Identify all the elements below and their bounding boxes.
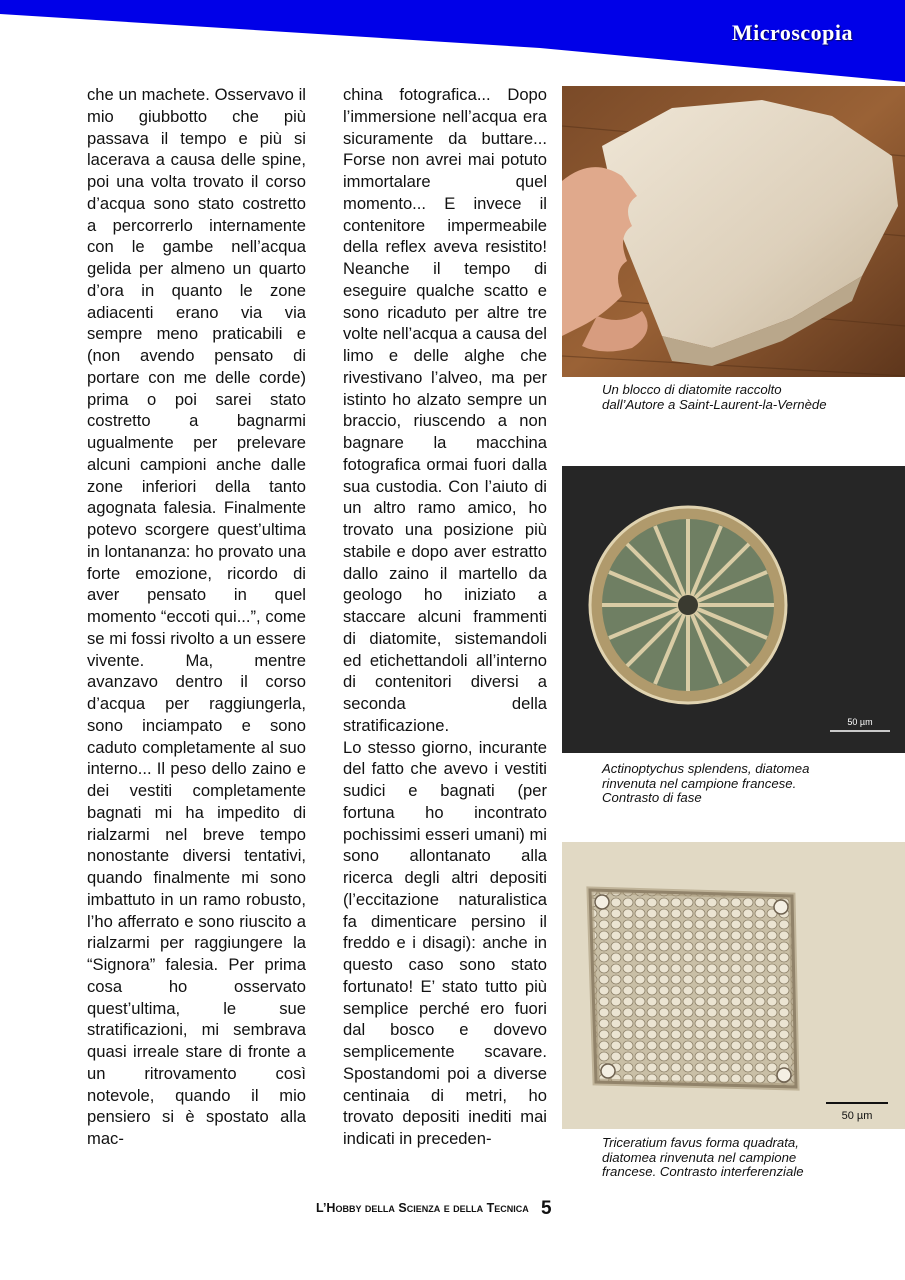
diatomite-block-photo [562,86,905,377]
page-number: 5 [541,1198,552,1219]
article-paragraph: china fotografica... Dopo l’immersione nell’acqua era sicuramente da buttare... Forse non avrei mai potuto immortalare quel momento... E invece il contenitore impermeabile della reflex aveva resistito! Neanche il tempo di eseguire qualche scatto e sono ricaduto per altre tre volte nell’acqua a causa del limo e delle alghe che rivestivano l’alveo, ma per istinto ho alzato sempre un braccio, riuscendo a non bagnare la macchina fotografica ormai fuori dalla sua custodia. Con l’aiuto di un altro ramo amico, ho trovato una posizione più stabile e dopo aver estratto dallo zaino il martello da geologo ho iniziato a staccare alcuni frammenti di diatomite, sistemandoli ed etichettandoli all’interno di contenitori diversi a seconda della stratificazione. [343,85,547,735]
actinoptychus-micrograph [562,466,905,753]
figure-caption-3: Triceratium favus forma quadrata, diatomea rinvenuta nel campione francese. Contrasto interferenziale [602,1135,804,1179]
figure-caption-1: Un blocco di diatomite raccolto dall’Autore a Saint-Laurent-la-Vernède [602,382,827,412]
section-title: Microscopia [731,20,853,45]
article-column-2 [343,84,547,1150]
magazine-name: L’Hobby della Scienza e della Tecnica [316,1201,529,1215]
scale-bar-label: 50 µm [841,1110,873,1122]
article-column-1 [87,84,306,1150]
figure-caption-2: Actinoptychus splendens, diatomea rinvenuta nel campione francese. Contrasto di fase [602,761,810,805]
scale-bar-label: 50 µm [847,717,873,727]
triceratium-micrograph [562,842,905,1129]
article-paragraph: Lo stesso giorno, incurante del fatto che avevo i vestiti sudici e bagnati (per fortuna ho incontrato pochissimi esseri umani) mi sono allontanato alla ricerca degli altri depositi (l’eccitazione naturalistica fa dimenticare persino il freddo e i disagi): anche in questo caso sono stato fortunato! E’ stato tutto più semplice perché ero fuori dal bosco e dovevo semplicemente scavare. Spostandomi poi a diverse centinaia di metri, ho trovato depositi inediti mai indicati in preceden- [343,737,547,1148]
article-paragraph: che un machete. Osservavo il mio giubbotto che più passava il tempo e più si lacerava a causa delle spine, poi una volta trovato il corso d’acqua sono stato costretto a percorrerlo internamente con le gambe nell’acqua gelida per almeno un quarto d’ora in quanto le zone adiacenti erano via via sempre meno praticabili e (non avendo pensato di portare con me delle corde) prima o poi sarei stato costretto a bagnarmi ugualmente per prelevare alcuni campioni anche dalle zone inferiori della tanto agognata falesia. Finalmente potevo scorgere quest’ultima in lontananza: ho provato una forte emozione, ricordo di aver pensato in quel momento “eccoti qui...”, come se mi fossi rivolto a un essere vivente. Ma, mentre avanzavo dentro il corso d’acqua per raggiungerla, sono inciampato e sono caduto completamente al suo interno... Il peso dello zaino e dei vestiti completamente bagnati mi ha impedito di rialzarmi nel breve tempo nonostante diversi tentativi, quando finalmente mi sono imbattuto in un ramo robusto, l’ho afferrato e sono riuscito a rialzarmi per raggiungere la “Signora” falesia. Per prima cosa ho osservato quest’ultima, le sue stratificazioni, mi sembrava quasi irreale stare di fronte a un ritrovamento così notevole, quando il mio pensiero si è spostato alla mac- [87,85,306,1148]
